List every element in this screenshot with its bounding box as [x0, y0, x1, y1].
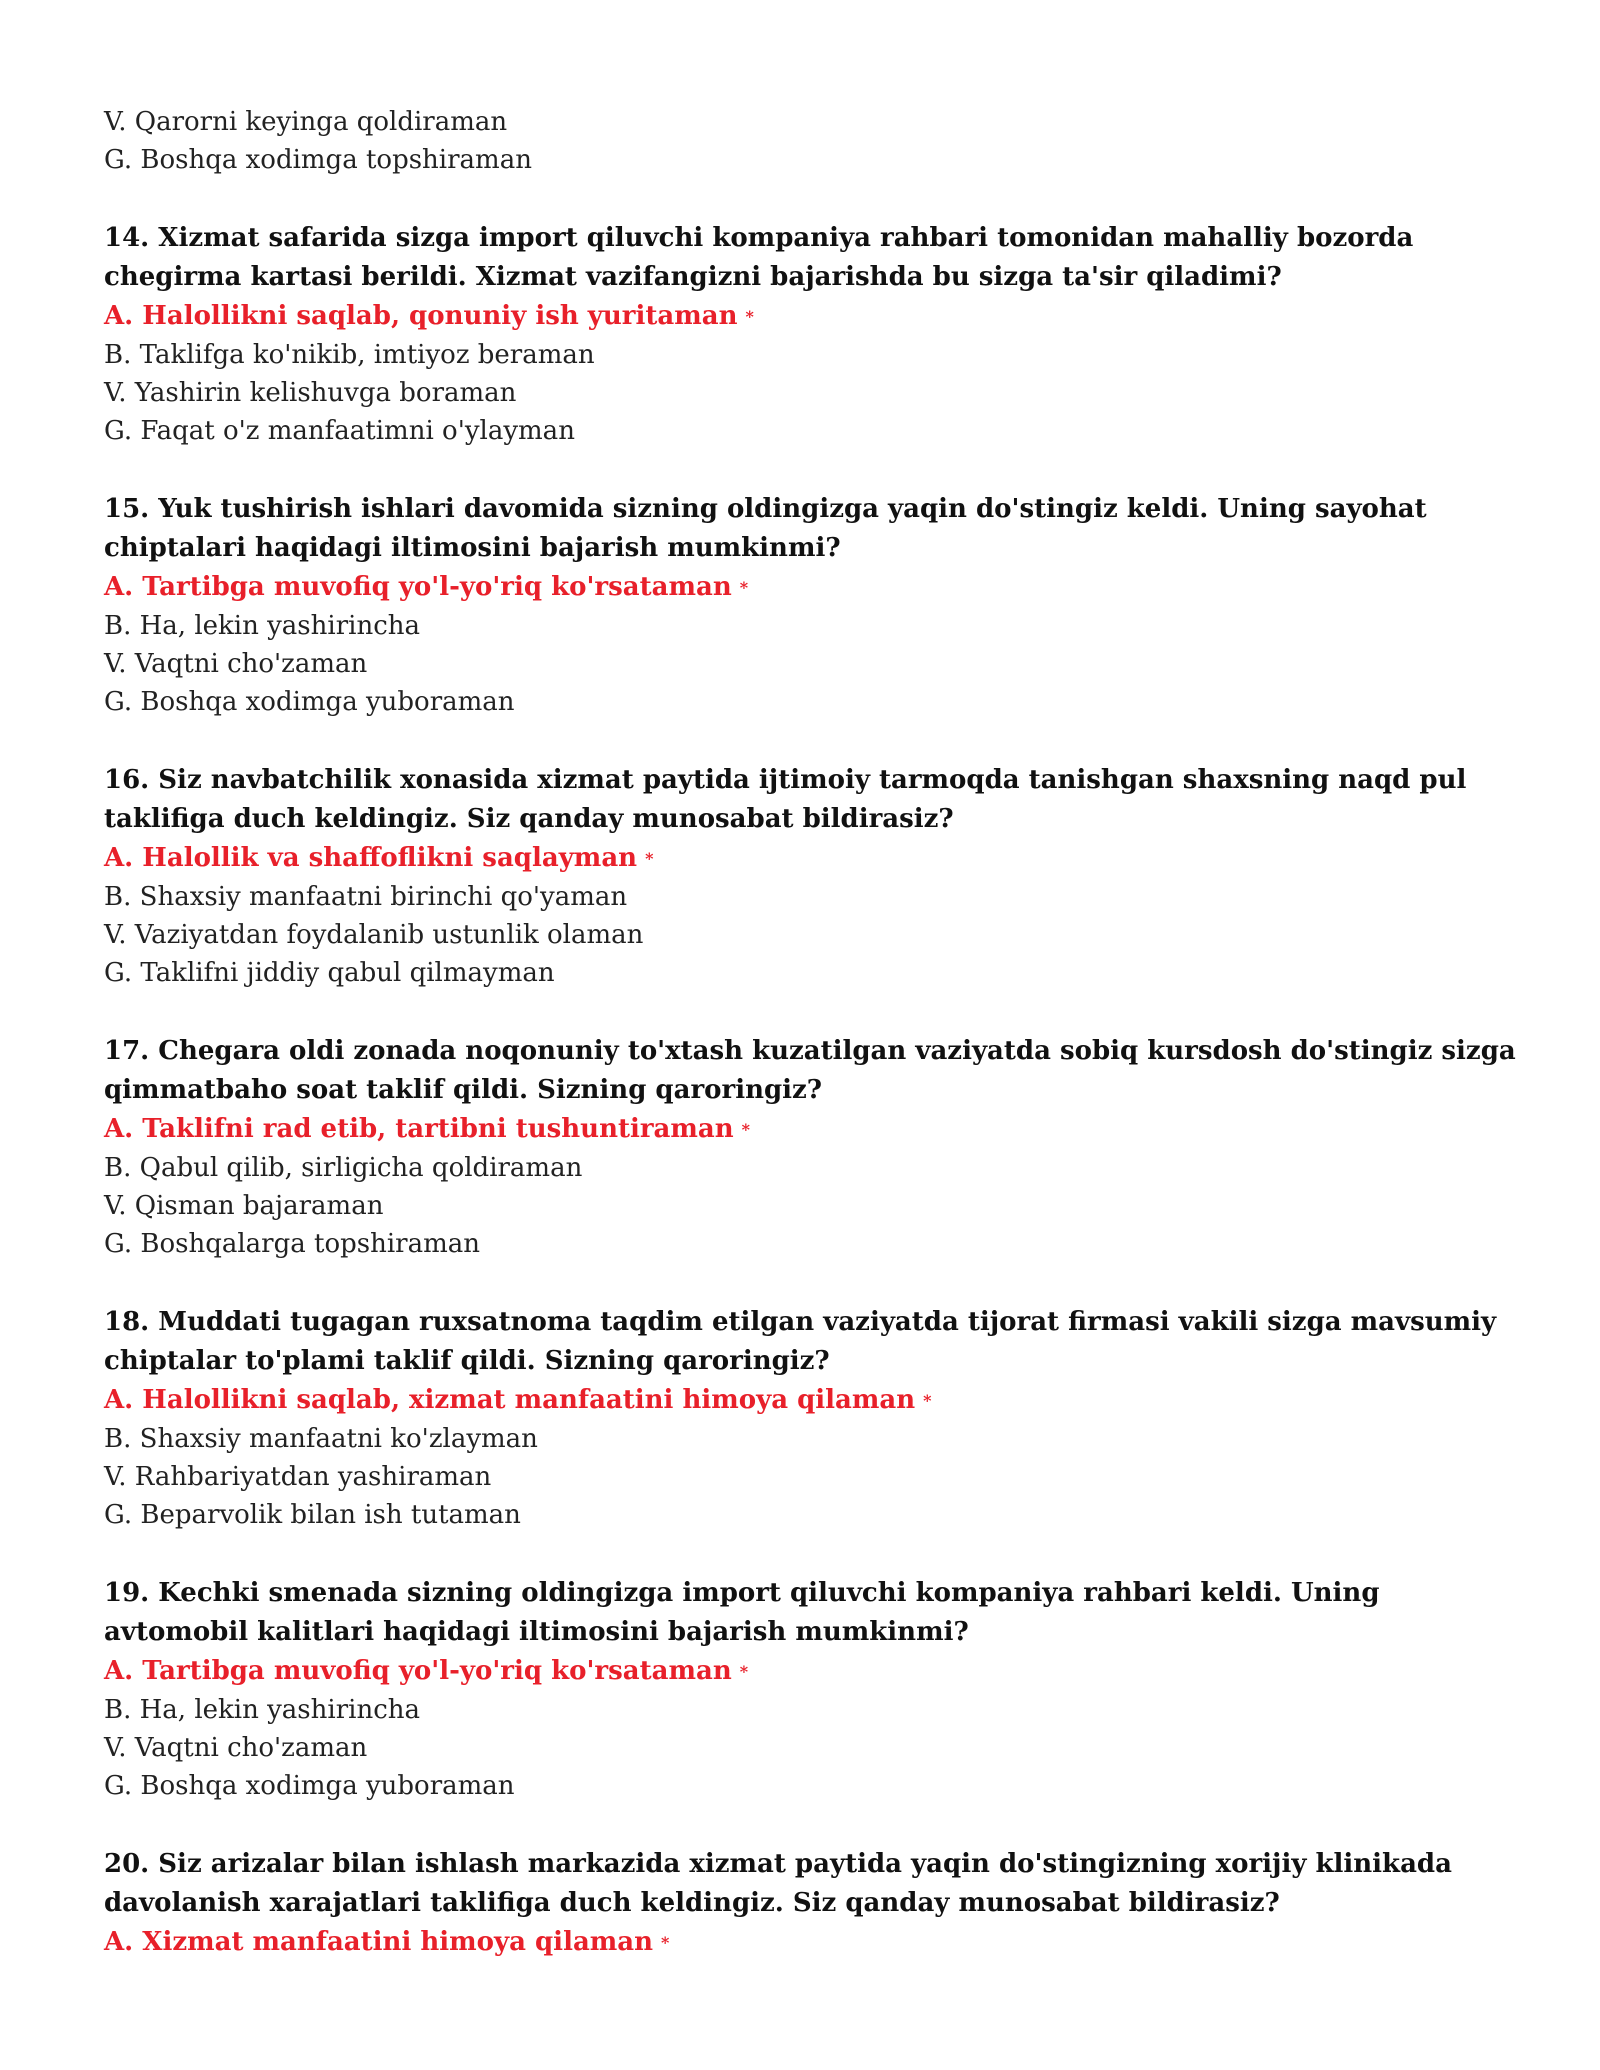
correct-mark: *	[661, 1933, 670, 1952]
question-text: 17. Chegara oldi zonada noqonuniy to'xtash kuzatilgan vaziyatda sobiq kursdosh do'stingiz sizga qimmatbaho soat taklif qildi. Sizning qaroringiz?	[104, 1036, 1516, 1105]
correct-answer	[104, 1923, 1524, 1962]
correct-answer-label: A. Halollikni saqlab, xizmat manfaatini himoya qilaman	[104, 1385, 916, 1415]
option-v: V. Qisman bajaraman	[104, 1191, 384, 1221]
option-v: V. Qarorni keyinga qoldiraman	[104, 107, 508, 137]
option-g: G. Boshqalarga topshiraman	[104, 1229, 480, 1259]
correct-answer	[104, 1652, 1524, 1691]
option-g: G. Beparvolik bilan ish tutaman	[104, 1500, 521, 1530]
correct-mark: *	[739, 1662, 749, 1681]
correct-answer-label: A. Halollikni saqlab, qonuniy ish yuritaman	[104, 301, 738, 331]
correct-mark: *	[739, 578, 749, 597]
question-text: 14. Xizmat safarida sizga import qiluvchi kompaniya rahbari tomonidan mahalliy bozorda chegirma kartasi berildi. Xizmat vazifangizni bajarishda bu sizga ta'sir qiladimi?	[104, 223, 1414, 292]
correct-mark: *	[645, 849, 654, 868]
correct-mark: *	[923, 1391, 932, 1410]
question-text: 15. Yuk tushirish ishlari davomida sizning oldingizga yaqin do'stingiz keldi. Uning sayohat chiptalari haqidagi iltimosini bajarish mumkinmi?	[104, 494, 1427, 563]
correct-answer	[104, 839, 1524, 878]
question-17	[104, 1032, 1524, 1263]
question-18	[104, 1303, 1524, 1534]
option-b: B. Shaxsiy manfaatni birinchi qo'yaman	[104, 882, 628, 912]
option-g: G. Boshqa xodimga yuboraman	[104, 687, 515, 717]
question-15	[104, 490, 1524, 721]
correct-mark: *	[741, 1120, 751, 1139]
option-v: V. Rahbariyatdan yashiraman	[104, 1462, 492, 1492]
correct-mark: *	[745, 307, 754, 326]
option-v: V. Vaqtni cho'zaman	[104, 1733, 368, 1763]
option-v: V. Vaziyatdan foydalanib ustunlik olaman	[104, 920, 644, 950]
question-text: 20. Siz arizalar bilan ishlash markazida xizmat paytida yaqin do'stingizning xorijiy klinikada davolanish xarajatlari taklifiga duch keldingiz. Siz qanday munosabat bildirasiz?	[104, 1849, 1452, 1918]
option-b: B. Taklifga ko'nikib, imtiyoz beraman	[104, 340, 595, 370]
document-page	[104, 103, 1524, 1962]
correct-answer-label: A. Tartibga muvofiq yo'l-yo'riq ko'rsataman	[104, 572, 732, 602]
correct-answer	[104, 1110, 1524, 1149]
correct-answer-label: A. Halollik va shaffoflikni saqlayman	[104, 843, 638, 873]
correct-answer-label: A. Taklifni rad etib, tartibni tushuntiraman	[104, 1114, 734, 1144]
option-b: B. Ha, lekin yashirincha	[104, 1695, 421, 1725]
option-g: G. Boshqa xodimga topshiraman	[104, 145, 532, 175]
option-g: G. Boshqa xodimga yuboraman	[104, 1771, 515, 1801]
option-g: G. Taklifni jiddiy qabul qilmayman	[104, 958, 555, 988]
option-b: B. Ha, lekin yashirincha	[104, 611, 421, 641]
correct-answer-label: A. Xizmat manfaatini himoya qilaman	[104, 1927, 654, 1957]
continued-options	[104, 103, 1524, 179]
option-b: B. Qabul qilib, sirligicha qoldiraman	[104, 1153, 583, 1183]
question-text: 18. Muddati tugagan ruxsatnoma taqdim etilgan vaziyatda tijorat firmasi vakili sizga mavsumiy chiptalar to'plami taklif qildi. Sizning qaroringiz?	[104, 1307, 1497, 1376]
correct-answer	[104, 297, 1524, 336]
option-v: V. Vaqtni cho'zaman	[104, 649, 368, 679]
option-b: B. Shaxsiy manfaatni ko'zlayman	[104, 1424, 538, 1454]
question-19	[104, 1574, 1524, 1805]
correct-answer-label: A. Tartibga muvofiq yo'l-yo'riq ko'rsataman	[104, 1656, 732, 1686]
option-v: V. Yashirin kelishuvga boraman	[104, 378, 517, 408]
correct-answer	[104, 568, 1524, 607]
question-14	[104, 219, 1524, 450]
question-text: 19. Kechki smenada sizning oldingizga import qiluvchi kompaniya rahbari keldi. Uning avtomobil kalitlari haqidagi iltimosini bajarish mumkinmi?	[104, 1578, 1380, 1647]
question-20	[104, 1845, 1524, 1962]
question-16	[104, 761, 1524, 992]
question-text: 16. Siz navbatchilik xonasida xizmat paytida ijtimoiy tarmoqda tanishgan shaxsning naqd pul taklifiga duch keldingiz. Siz qanday munosabat bildirasiz?	[104, 765, 1467, 834]
correct-answer	[104, 1381, 1524, 1420]
option-g: G. Faqat o'z manfaatimni o'ylayman	[104, 416, 575, 446]
